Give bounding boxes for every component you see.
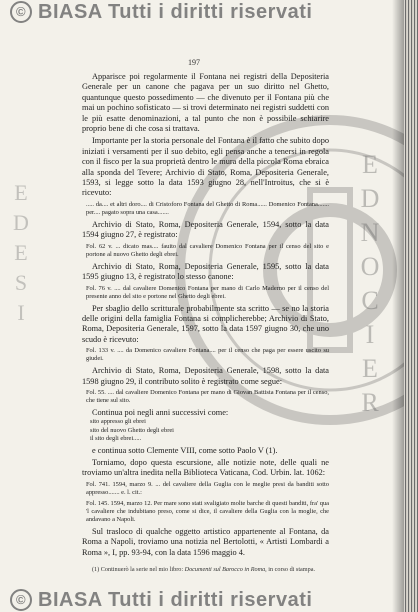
- watermark-right-letters: Е D N O C I E R: [360, 150, 380, 417]
- page-edge: [404, 0, 418, 612]
- paragraph: Per sbaglio dello scritturale probabilmente sta scritto — se no la storia delle origini della famiglia Fontana si complicherebbe; Archivio di Stato, Roma, Depositeria Generale, 1597, sotto la data 1597 giugno 30, che uno scudo è ricevuto:: [82, 303, 329, 344]
- paragraph: Archivio di Stato, Roma, Depositeria Generale, 1598, sotto la data 1598 giugno 29, il contributo solito è registrato come segue:: [82, 366, 329, 386]
- document-quote: Fol. 133 v. .... da Domenico cavaliere Fontana.... per il censo che paga per essere uscito su giudei.: [86, 347, 329, 363]
- paragraph: Importante per la storia personale del Fontana è il fatto che subito dopo iniziati i versamenti per il suo debito, egli pensa anche a tenersi in regola con il fisco per la sua proprietà dentro le mura della piccola Roma ebraica alla sponda del Tevere; Archivio di Stato, Roma, Depositeria Generale, 1593, si legge sotto la data 1593 giugno 28, nell'Introitus, che si è ricevuto:: [82, 136, 329, 198]
- document-quote: Fol. 741. 1594, marzo 9. ... del cavaliere della Guglia con le meglie presi da banditi sotto appresso....... e. l. cit.:: [86, 480, 329, 496]
- document-quote: Fol. 55. .... dal cavaliere Domenico Fontana per mano di Giovan Battista Fontana per il censo, che tiene sul sito.: [86, 388, 329, 404]
- page-number: 197: [188, 58, 200, 67]
- list-item: sito del nuovo Ghetto degli ebrei: [90, 426, 174, 434]
- list-item: sito appresso gli ebrei: [90, 418, 146, 426]
- watermark-left-letters: E D E S I: [13, 180, 29, 325]
- paragraph: Torniamo, dopo questa escursione, alle notizie note, delle quali ne troviamo un'altra inedita nella Biblioteca Vaticana, Cod. Urbin. lat. 1062:: [82, 457, 329, 478]
- footnote: (1) Continuerò la serie nel mio libro: Documenti sul Barocco in Roma, in corso di stampa.: [92, 566, 316, 573]
- paragraph: Archivio di Stato, Roma, Depositeria Generale, 1594, sotto la data 1594 giugno 27, è registrato:: [82, 219, 329, 240]
- document-quote: Fol. 76 v. .... dal cavaliere Domenico Fontana per mano di Carlo Maderno per il censo del presente anno del sito e portone nel Ghetto degli ebrei.: [86, 284, 329, 300]
- copyright-icon: ©: [10, 1, 32, 23]
- list-item: il sito degli ebrei.....: [90, 435, 142, 443]
- document-quote: ..... da.... et altri doro.... di Cristoforo Fontana del Ghetto di Roma...... Domenico Fontana....... per.... pagato sopra una casa.......: [86, 200, 329, 216]
- watermark-top: © BIASA Tutti i diritti riservati: [0, 0, 414, 24]
- document-quote: Fol. 62 v. ... dicato mas.... fauito dal cavaliere Domenico Fontana per il censo del sito e portone al nuovo Ghetto degli ebrei.: [86, 242, 329, 258]
- paragraph: Continua poi negli anni successivi come:: [92, 407, 229, 417]
- body-text: [82, 70, 329, 558]
- paragraph: e continua sotto Clemente VIII, come sotto Paolo V (1).: [92, 445, 278, 455]
- document-quote: Fol. 145. 1594, marzo 12. Per mare sono stati svaligiato molte barche di questi banditi, fra' qua 'l cavaliere che indubitano preso, come si dice, il cavaliere della Guglia con la moglie, che andavano a Napoli.: [86, 499, 329, 523]
- gutter-shadow: [392, 0, 404, 612]
- paragraph: Archivio di Stato, Roma, Depositeria Generale, 1595, sotto la data 1595 giugno 13, è registrato lo stesso canone:: [82, 261, 329, 282]
- watermark-bottom: © BIASA Tutti i diritti riservati: [0, 588, 414, 612]
- paragraph: Sul trasloco di qualche oggetto artistico appartenente al Fontana, da Roma a Napoli, troviamo una notizia nel Bertolotti, « Artisti Lombardi a Roma », I, pp. 93-94, con la data 1596 maggio 4.: [82, 526, 329, 557]
- paragraph: Apparisce poi regolarmente il Fontana nei registri della Depositeria Generale per un canone che pagava per un suo diritto nel Ghetto, quantunque questo possedimento — che divenuto per il Fontana più che mai un pochino sofisticato — si trovi determinato nei registri suddetti con le più esatte denominazioni, a tal punto che non è possibile schiarire proprio bene di che cosa si trattava.: [82, 72, 329, 134]
- copyright-icon: ©: [10, 589, 32, 611]
